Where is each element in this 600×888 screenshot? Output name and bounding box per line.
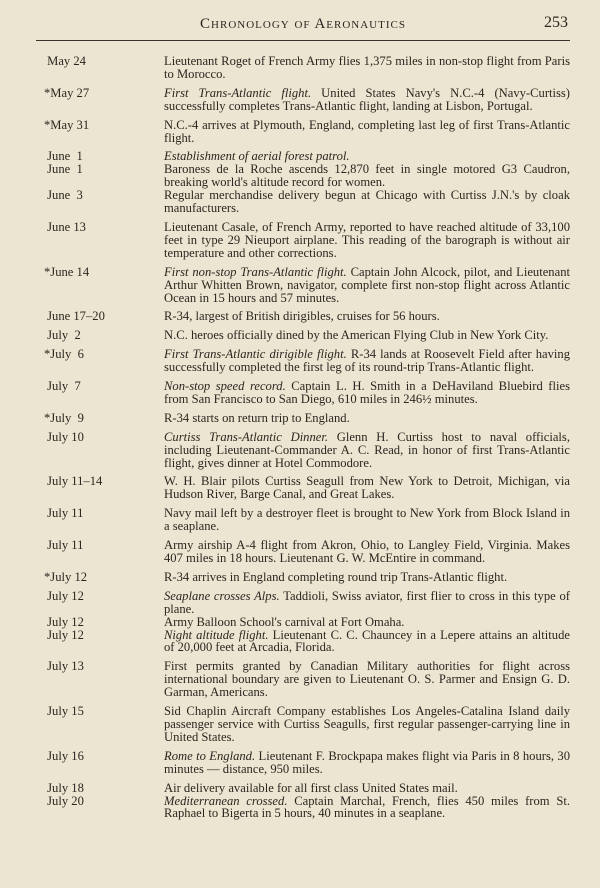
chronology-entry [36, 348, 570, 374]
chronology-entry [36, 163, 570, 189]
chronology-entry [36, 189, 570, 215]
entry-text: United States Navy's N.C.-4 (Navy-Curtiss) successfully completes Trans-Atlantic flight, landing at Lisbon, Portugal. [164, 85, 571, 113]
entry-text: R-34, largest of British dirigibles, cruises for 56 hours. [164, 309, 440, 324]
entry-date: July 20 [44, 793, 84, 808]
entry-description [164, 539, 570, 565]
entry-description [164, 310, 570, 323]
entry-text: W. H. Blair pilots Curtiss Seagull from New York to Detroit, Michigan, via Hudson River, Barge Canal, and Great Lakes. [164, 474, 570, 502]
entry-date: *July 6 [44, 347, 84, 362]
chronology-entry [36, 571, 570, 584]
entry-title: Curtiss Trans-Atlantic Dinner. [164, 429, 329, 444]
entry-date: July 11 [44, 538, 84, 553]
entry-text: R-34 arrives in England completing round trip Trans-Atlantic flight. [164, 569, 508, 584]
entry-date: May 24 [44, 54, 86, 68]
entry-date: *July 9 [44, 410, 84, 425]
entry-description [164, 705, 570, 744]
entry-date: June 1 [44, 149, 83, 164]
entry-text: Lieutenant Roget of French Army flies 1,375 miles in non-stop flight from Paris to Morocco. [164, 54, 570, 81]
entry-description [164, 475, 570, 501]
entry-text: Navy mail left by a destroyer fleet is brought to New York from Block Island in a seaplane. [164, 506, 570, 534]
chronology-entry [36, 87, 570, 113]
entry-text: Captain John Alcock, pilot, and Lieutenant Arthur Whitten Brown, navigator, complete first non-stop flight across Atlantic Ocean in 15 hours and 57 minutes. [164, 264, 570, 305]
chronology-entry [36, 119, 570, 145]
entry-description [164, 795, 570, 821]
entry-text: Lieutenant F. Brockpapa makes flight via Paris in 8 hours, 30 minutes — distance, 950 miles. [164, 748, 570, 776]
chronology-entry [36, 660, 570, 699]
entry-date: July 7 [44, 379, 81, 394]
entry-text: Army Balloon School's carnival at Fort Omaha. [164, 614, 405, 629]
entry-description [164, 380, 570, 406]
entry-text: Taddioli, Swiss aviator, first flier to cross in this type of plane. [164, 588, 571, 616]
entry-text: First permits granted by Canadian Military authorities for flight across international boundary are given to Lieutenant O. S. Parmer and Ensign G. D. Garman, Americans. [164, 659, 570, 700]
entry-date: July 12 [44, 614, 84, 629]
entry-text: Army airship A-4 flight from Akron, Ohio, to Langley Field, Virginia. Makes 407 miles in 18 hours. Lieutenant G. W. McEntire in command. [164, 538, 570, 565]
entry-description [164, 348, 570, 374]
header-rule [36, 40, 570, 41]
entry-title: Establishment of aerial forest patrol. [164, 149, 350, 164]
entry-description [164, 163, 570, 189]
entry-title: Rome to England. [164, 748, 256, 763]
entry-text: Captain Marchal, French, flies 450 miles from St. Raphael to Bigerta in 5 hours, 40 minutes in a seaplane. [164, 793, 570, 821]
entry-description [164, 266, 570, 305]
entry-description [164, 590, 570, 616]
entry-date: July 15 [44, 704, 84, 719]
entry-date: June 17–20 [44, 309, 105, 324]
entry-date: July 11–14 [44, 474, 103, 489]
entry-text: Lieutenant C. C. Chauncey in a Lepere attains an altitude of 20,000 feet at Arcadia, Florida. [164, 627, 570, 655]
entry-date: *July 12 [44, 569, 88, 584]
entry-date: *May 27 [44, 85, 90, 100]
chronology-entry [36, 431, 570, 470]
entry-date: July 18 [44, 780, 84, 795]
entry-text: Baroness de la Roche ascends 12,870 feet in single motored G3 Caudron, breaking world's altitude record for women. [164, 162, 570, 190]
entry-text: Glenn H. Curtiss host to naval officials, including Lieutenant-Commander A. C. Read, in honor of first Trans-Atlantic flight, gives dinner at Hotel Commodore. [164, 429, 570, 470]
chronology-entry [36, 380, 570, 406]
entry-date: July 12 [44, 627, 84, 642]
entry-text: R-34 starts on return trip to England. [164, 410, 350, 425]
entry-text: Lieutenant Casale, of French Army, reported to have reached altitude of 33,100 feet in type 29 Nieuport airplane. This reading of the barograph is without air temperature and other corrections. [164, 219, 570, 260]
entry-date: June 13 [44, 219, 86, 234]
entry-description [164, 660, 570, 699]
entry-title: Seaplane crosses Alps. [164, 588, 280, 603]
entry-title: First non-stop Trans-Atlantic flight. [164, 264, 347, 279]
entry-description [164, 750, 570, 776]
entry-description [164, 87, 570, 113]
entry-text: Sid Chaplin Aircraft Company establishes Los Angeles-Catalina Island daily passenger service with Curtiss Seagulls, first regular passenger-carrying line in United States. [164, 704, 570, 744]
entry-title: Mediterranean crossed. [164, 793, 288, 808]
chronology-entry [36, 539, 570, 565]
entry-description [164, 119, 570, 145]
chronology-entry [36, 590, 570, 616]
entry-text: Regular merchandise delivery begun at Chicago with Curtiss J.N.'s by cloak manufacturers. [164, 188, 570, 216]
entry-date: June 1 [44, 162, 83, 177]
entry-description [164, 507, 570, 533]
entry-description [164, 221, 570, 260]
entry-description [164, 571, 570, 584]
entry-date: July 10 [44, 429, 84, 444]
entry-title: Night altitude flight. [164, 627, 269, 642]
entry-text: Captain L. H. Smith in a DeHaviland Bluebird flies from San Francisco to San Diego, 610 miles in 246½ minutes. [164, 379, 570, 406]
entry-date: June 3 [44, 188, 83, 203]
entry-date: July 11 [44, 506, 84, 521]
chronology-entry [36, 705, 570, 744]
chronology-entry [36, 475, 570, 501]
chronology-entry [36, 221, 570, 260]
entry-description [164, 189, 570, 215]
chronology-entry [36, 629, 570, 655]
entry-date: July 13 [44, 659, 84, 674]
chronology-entry [36, 329, 570, 342]
chronology-list [36, 55, 570, 826]
chronology-entry [36, 412, 570, 425]
entry-description [164, 55, 570, 81]
chronology-entry [36, 750, 570, 776]
page-number: 253 [544, 14, 568, 31]
entry-title: First Trans-Atlantic dirigible flight. [164, 347, 347, 362]
entry-text: N.C. heroes officially dined by the American Flying Club in New York City. [164, 328, 549, 343]
entry-date: *June 14 [44, 264, 90, 279]
entry-date: July 2 [44, 328, 81, 343]
entry-text: Air delivery available for all first class United States mail. [164, 780, 458, 795]
chronology-entry [36, 795, 570, 821]
entry-date: July 16 [44, 748, 84, 763]
entry-date: July 12 [44, 588, 84, 603]
entry-description [164, 431, 570, 470]
entry-description [164, 629, 570, 655]
entry-title: First Trans-Atlantic flight. [164, 85, 312, 100]
entry-description [164, 329, 570, 342]
entry-title: Non-stop speed record. [164, 379, 286, 394]
entry-text: N.C.-4 arrives at Plymouth, England, completing last leg of first Trans-Atlantic flight. [164, 117, 570, 145]
chronology-entry [36, 55, 570, 81]
chronology-entry [36, 507, 570, 533]
chronology-entry [36, 310, 570, 323]
running-title: Chronology of Aeronautics [200, 16, 406, 32]
chronology-entry [36, 266, 570, 305]
entry-date: *May 31 [44, 117, 90, 132]
entry-text: R-34 lands at Roosevelt Field after having successfully completed the first leg of its round-trip Trans-Atlantic flight. [164, 347, 571, 375]
entry-description [164, 412, 570, 425]
